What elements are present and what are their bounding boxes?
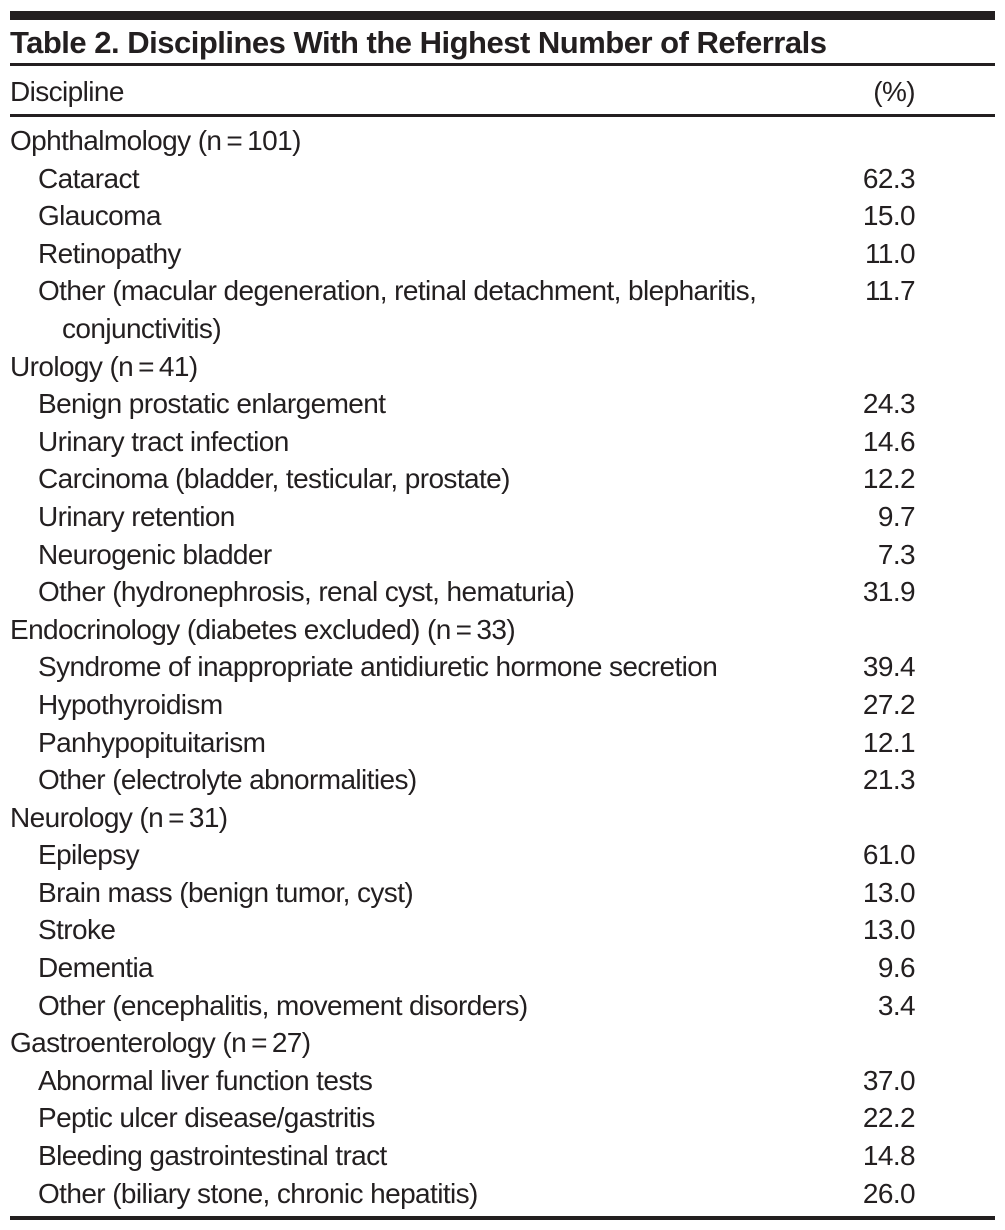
item-label: Bleeding gastrointestinal tract — [38, 1140, 387, 1172]
item-percent-value: 12.1 — [862, 726, 915, 758]
table-row — [10, 160, 995, 198]
item-label: Syndrome of inappropriate antidiuretic hormone secretion — [38, 651, 718, 683]
table-row — [10, 235, 995, 273]
table-title: Table 2. Disciplines With the Highest Number of Referrals — [10, 20, 995, 66]
item-percent-value: 21.3 — [862, 764, 915, 796]
item-percent-value: 3.4 — [877, 989, 915, 1021]
table-row — [10, 460, 995, 498]
bottom-rule — [10, 1216, 995, 1220]
table-header-row — [10, 66, 995, 117]
item-label: Panhypopituitarism — [38, 726, 266, 758]
table-row — [10, 1062, 995, 1100]
section-header-label: Urology (n = 41) — [10, 350, 198, 382]
item-label: Neurogenic bladder — [38, 538, 272, 570]
item-percent-value: 39.4 — [862, 651, 915, 683]
item-label: Benign prostatic enlargement — [38, 388, 386, 420]
table-row — [10, 272, 995, 347]
table-row — [10, 686, 995, 724]
item-percent-value: 9.6 — [877, 952, 915, 984]
item-percent-value: 62.3 — [862, 162, 915, 194]
section-header-row — [10, 611, 995, 649]
item-label: Hypothyroidism — [38, 688, 223, 720]
table-row — [10, 1175, 995, 1213]
item-percent-value: 37.0 — [862, 1064, 915, 1096]
item-percent-value: 14.8 — [862, 1140, 915, 1172]
section-header-row — [10, 348, 995, 386]
item-label: Peptic ulcer disease/gastritis — [38, 1102, 375, 1134]
top-rule — [10, 11, 995, 20]
table-row — [10, 197, 995, 235]
item-percent-value: 61.0 — [862, 839, 915, 871]
item-percent-value: 11.0 — [864, 237, 915, 269]
column-header-percent: (%) — [873, 76, 915, 107]
table-row — [10, 836, 995, 874]
table-row — [10, 724, 995, 762]
item-percent-value: 13.0 — [862, 914, 915, 946]
table-row — [10, 1099, 995, 1137]
table-body — [10, 117, 995, 1212]
item-label: Brain mass (benign tumor, cyst) — [38, 876, 414, 908]
table-row — [10, 949, 995, 987]
table-row — [10, 1137, 995, 1175]
item-label: Stroke — [38, 914, 116, 946]
item-label: Glaucoma — [38, 200, 161, 232]
table-row — [10, 874, 995, 912]
table-row — [10, 536, 995, 574]
table-row — [10, 573, 995, 611]
item-percent-value: 15.0 — [862, 200, 915, 232]
item-percent-value: 13.0 — [862, 876, 915, 908]
section-header-row — [10, 122, 995, 160]
table-row — [10, 987, 995, 1025]
section-header-label: Ophthalmology (n = 101) — [10, 125, 301, 156]
item-label: Cataract — [38, 162, 140, 194]
item-label: Other (hydronephrosis, renal cyst, hematuria) — [38, 576, 575, 608]
item-label: Other (macular degeneration, retinal detachment, blepharitis, conjunctivitis) — [38, 275, 757, 344]
item-label: Other (electrolyte abnormalities) — [38, 764, 417, 796]
item-percent-value: 26.0 — [862, 1177, 915, 1209]
table-row — [10, 423, 995, 461]
item-percent-value: 22.2 — [862, 1102, 915, 1134]
item-percent-value: 24.3 — [862, 388, 915, 420]
item-label: Urinary tract infection — [38, 425, 289, 457]
item-percent-value: 14.6 — [862, 425, 915, 457]
table-row — [10, 761, 995, 799]
item-percent-value: 7.3 — [877, 538, 915, 570]
item-label: Other (encephalitis, movement disorders) — [38, 989, 528, 1021]
table-row — [10, 648, 995, 686]
section-header-row — [10, 1024, 995, 1062]
item-label: Abnormal liver function tests — [38, 1064, 373, 1096]
section-header-label: Neurology (n = 31) — [10, 801, 228, 833]
table-row — [10, 498, 995, 536]
item-label: Other (biliary stone, chronic hepatitis) — [38, 1177, 478, 1209]
item-label: Urinary retention — [38, 500, 235, 532]
table-row — [10, 911, 995, 949]
item-percent-value: 27.2 — [862, 688, 915, 720]
item-label: Retinopathy — [38, 237, 181, 269]
item-percent-value: 31.9 — [862, 576, 915, 608]
item-label: Dementia — [38, 952, 154, 984]
section-header-label: Endocrinology (diabetes excluded) (n = 33) — [10, 613, 516, 645]
section-header-row — [10, 799, 995, 837]
item-percent-value: 11.7 — [864, 275, 915, 307]
table-row — [10, 385, 995, 423]
item-label: Epilepsy — [38, 839, 140, 871]
section-header-label: Gastroenterology (n = 27) — [10, 1027, 311, 1059]
item-label: Carcinoma (bladder, testicular, prostate) — [38, 463, 510, 495]
column-header-discipline: Discipline — [10, 76, 124, 107]
item-percent-value: 9.7 — [877, 500, 915, 532]
item-percent-value: 12.2 — [862, 463, 915, 495]
